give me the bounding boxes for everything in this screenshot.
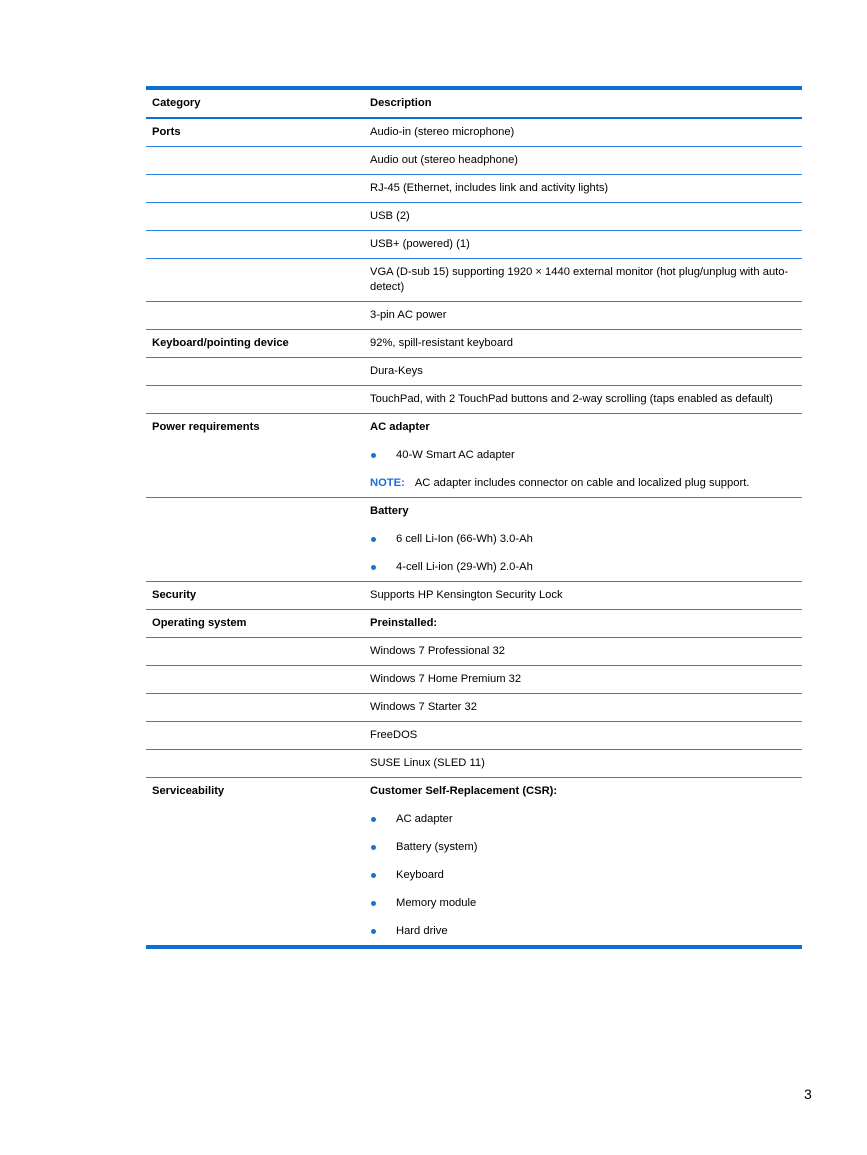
row-category <box>146 666 364 693</box>
row-description: TouchPad, with 2 TouchPad buttons and 2-way scrolling (taps enabled as default) <box>370 393 773 405</box>
bullet-icon <box>371 845 376 850</box>
bullet-icon <box>371 453 376 458</box>
row-category <box>146 259 364 301</box>
list-item-text: Hard drive <box>396 925 448 937</box>
row-description: 92%, spill-resistant keyboard <box>370 337 514 349</box>
table-row <box>146 581 802 609</box>
row-subheading: Preinstalled: <box>370 617 438 629</box>
note-text: AC adapter includes connector on cable and localized plug support. <box>414 477 750 489</box>
row-subheading: AC adapter <box>370 421 430 433</box>
table-row <box>146 665 802 693</box>
list-item-text: 40-W Smart AC adapter <box>396 449 515 461</box>
row-description <box>364 498 802 581</box>
table-row <box>146 146 802 174</box>
row-category <box>146 358 364 385</box>
table-row-battery <box>146 497 802 581</box>
bullet-icon <box>371 873 376 878</box>
row-category: Operating system <box>152 617 247 629</box>
row-subheading: Customer Self-Replacement (CSR): <box>370 785 558 797</box>
row-description: Windows 7 Home Premium 32 <box>370 673 522 685</box>
row-category <box>146 386 364 413</box>
row-description: SUSE Linux (SLED 11) <box>370 757 485 769</box>
bullet-icon <box>371 817 376 822</box>
header-category: Category <box>152 97 201 109</box>
row-description: Audio-in (stereo microphone) <box>370 126 515 138</box>
list-item-text: Battery (system) <box>396 841 478 853</box>
table-row <box>146 609 802 637</box>
table-row <box>146 301 802 329</box>
row-category <box>146 231 364 258</box>
list-item-text: Keyboard <box>396 869 444 881</box>
table-row <box>146 329 802 357</box>
table-row <box>146 174 802 202</box>
row-category: Security <box>152 589 197 601</box>
row-category <box>146 750 364 777</box>
row-description: Windows 7 Professional 32 <box>370 645 505 657</box>
row-description: Dura-Keys <box>370 365 423 377</box>
list-item <box>370 924 790 939</box>
row-description: FreeDOS <box>370 729 418 741</box>
row-description: USB (2) <box>370 210 410 222</box>
table-row <box>146 202 802 230</box>
page-number: 3 <box>804 1086 812 1102</box>
row-description <box>364 778 802 945</box>
row-category: Ports <box>152 126 181 138</box>
row-category <box>146 498 364 581</box>
row-description: Audio out (stereo headphone) <box>370 154 519 166</box>
row-description: 3-pin AC power <box>370 309 447 321</box>
list-item <box>370 448 790 463</box>
table-row-serviceability <box>146 777 802 945</box>
bullet-icon <box>371 929 376 934</box>
table-row <box>146 721 802 749</box>
row-category <box>146 694 364 721</box>
table-row <box>146 230 802 258</box>
list-item <box>370 560 790 575</box>
table-row <box>146 357 802 385</box>
table-row <box>146 693 802 721</box>
bullet-icon <box>371 537 376 542</box>
row-category: Keyboard/pointing device <box>152 337 289 349</box>
table-header-row <box>146 90 802 119</box>
row-category: Power requirements <box>152 421 260 433</box>
row-subheading: Battery <box>370 505 409 517</box>
list-item <box>370 896 790 911</box>
row-description: VGA (D-sub 15) supporting 1920 × 1440 external monitor (hot plug/unplug with auto-detect) <box>370 266 789 293</box>
table-row <box>146 119 802 146</box>
row-category <box>146 302 364 329</box>
row-category <box>146 638 364 665</box>
list-item-text: Memory module <box>396 897 477 909</box>
row-description <box>364 414 802 497</box>
row-category <box>146 722 364 749</box>
row-category: Serviceability <box>152 785 225 797</box>
list-item <box>370 868 790 883</box>
note-label: NOTE: <box>370 477 405 489</box>
row-category <box>146 147 364 174</box>
list-item-text: 4-cell Li-ion (29-Wh) 2.0-Ah <box>396 561 533 573</box>
row-category <box>146 175 364 202</box>
list-item <box>370 812 790 827</box>
table-row-power <box>146 413 802 497</box>
table-row <box>146 258 802 301</box>
list-item-text: 6 cell Li-Ion (66-Wh) 3.0-Ah <box>396 533 533 545</box>
list-item-text: AC adapter <box>396 813 453 825</box>
row-category <box>146 203 364 230</box>
note <box>370 476 790 491</box>
header-description: Description <box>370 97 432 109</box>
row-description: USB+ (powered) (1) <box>370 238 470 250</box>
row-description: Supports HP Kensington Security Lock <box>370 589 563 601</box>
table-row <box>146 749 802 777</box>
row-description: RJ-45 (Ethernet, includes link and activity lights) <box>370 182 609 194</box>
spec-table <box>146 86 802 949</box>
table-row <box>146 637 802 665</box>
list-item <box>370 840 790 855</box>
bullet-icon <box>371 901 376 906</box>
row-description: Windows 7 Starter 32 <box>370 701 477 713</box>
bullet-icon <box>371 565 376 570</box>
list-item <box>370 532 790 547</box>
table-row <box>146 385 802 413</box>
